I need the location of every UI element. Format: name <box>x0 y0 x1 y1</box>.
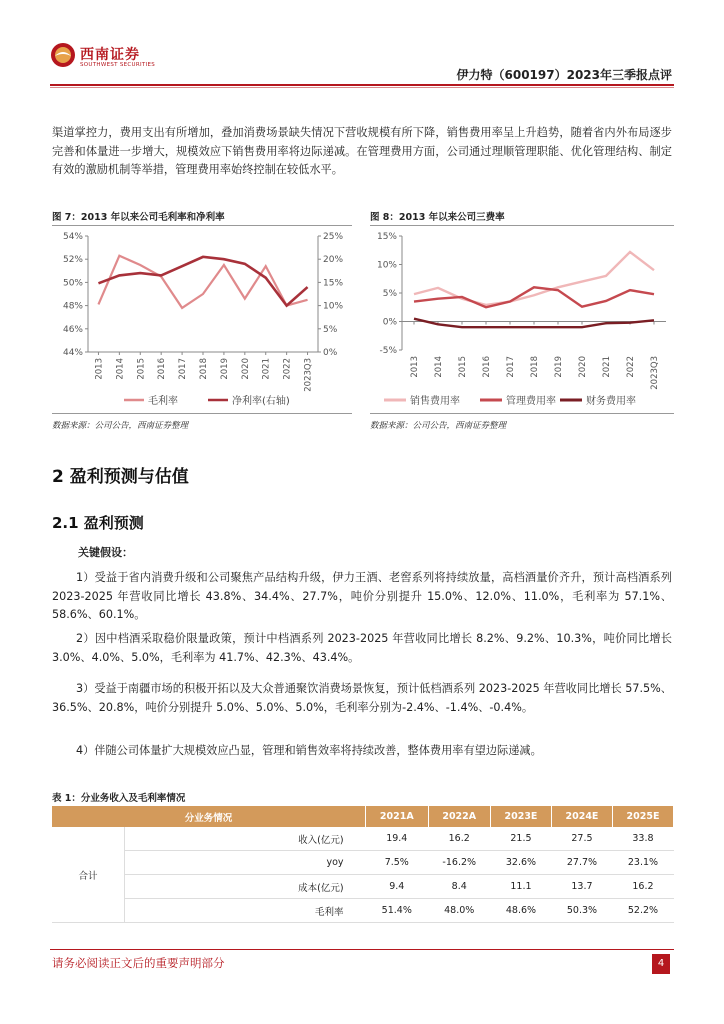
table-cell: 48.6% <box>490 899 551 923</box>
table-row <box>52 875 674 899</box>
section-heading: 2 盈利预测与估值 <box>52 467 189 487</box>
table-header-cell: 2022A <box>428 806 490 827</box>
x-tick-label: 2019 <box>219 358 230 380</box>
table-header-row <box>52 806 674 827</box>
left-tick-label: 54% <box>62 232 83 242</box>
table-row <box>52 827 674 851</box>
header-divider-thin <box>50 87 674 88</box>
key-assumptions-label: 关键假设： <box>78 546 133 559</box>
table-row-label: 收入(亿元) <box>125 827 366 851</box>
x-tick-label: 2014 <box>434 356 444 378</box>
x-tick-label: 2015 <box>136 358 147 380</box>
legend-label: 销售费用率 <box>410 396 460 407</box>
x-tick-label: 2015 <box>458 356 468 378</box>
table-cell: 51.4% <box>366 899 428 923</box>
table-cell: 27.7% <box>551 851 612 875</box>
table-header-cell: 2023E <box>490 806 551 827</box>
series-line-admin-expense-ratio <box>414 287 654 307</box>
table-cell: 16.2 <box>612 875 673 899</box>
x-tick-label: 2017 <box>178 358 189 380</box>
table-row-label: 成本(亿元) <box>125 875 366 899</box>
legend-label: 净利率(右轴) <box>232 396 290 407</box>
logo-text: 西南证券 <box>80 47 140 63</box>
table-cell: 8.4 <box>428 875 490 899</box>
intro-paragraph: 渠道掌控力，费用支出有所增加，叠加消费场景缺失情况下营收规模有所下降，销售费用率呈上升趋势，随着省内外布局逐步完善和体量进一步增大，规模效应下销售费用率将边际递减。在管理费用方面，公司通过理顺管理职能、优化管理结构、制定有效的激励机制等举措，管理费用率始终控制在较低水平。 <box>52 126 672 176</box>
series-line-net-margin <box>98 257 307 306</box>
table-cell: 21.5 <box>490 827 551 851</box>
x-tick-label: 2013 <box>94 358 105 380</box>
y-tick-label: 15% <box>376 232 397 242</box>
page-number: 4 <box>652 954 670 974</box>
table-cell: -16.2% <box>428 851 490 875</box>
logo-emblem-icon <box>50 42 76 68</box>
figure-8-bottom-rule <box>370 413 674 414</box>
assumption-1: 1）受益于省内消费升级和公司聚焦产品结构升级，伊力王酒、老窖系列将持续放量，高档酒量价齐升，预计高档酒系列 2023-2025 年营收同比增长 43.8%、34.4%、27.7%，吨价分别提升 15.0%、12.0%、11.0%，毛利率为 57.1%、58.6%、60.1%。 <box>52 571 672 621</box>
table-row-label: 毛利率 <box>125 899 366 923</box>
left-tick-label: 50% <box>62 278 83 289</box>
footer-divider <box>50 949 674 950</box>
y-tick-label: 0% <box>382 317 397 328</box>
figure-8-source: 数据来源：公司公告，西南证券整理 <box>370 421 507 431</box>
x-tick-label: 2022 <box>626 356 636 378</box>
table-cell: 23.1% <box>612 851 673 875</box>
x-tick-label: 2016 <box>482 356 492 378</box>
table-cell: 19.4 <box>366 827 428 851</box>
legend-label: 毛利率 <box>148 396 178 407</box>
right-tick-label: 5% <box>323 324 338 335</box>
x-tick-label: 2017 <box>506 356 516 378</box>
x-tick-label: 2018 <box>530 356 540 378</box>
table-cell: 16.2 <box>428 827 490 851</box>
x-tick-label: 2016 <box>157 358 168 380</box>
table-cell: 32.6% <box>490 851 551 875</box>
left-tick-label: 52% <box>62 255 83 266</box>
table-cell: 11.1 <box>490 875 551 899</box>
right-tick-label: 0% <box>323 348 338 358</box>
figure-8-caption: 图 8：2013 年以来公司三费率 <box>370 212 505 223</box>
x-tick-label: 2013 <box>410 356 420 378</box>
assumption-4: 4）伴随公司体量扩大规模效应凸显，管理和销售效率将持续改善，整体费用率有望边际递减。 <box>76 744 542 757</box>
y-tick-label: 5% <box>382 289 397 299</box>
right-tick-label: 20% <box>323 255 344 266</box>
company-logo <box>50 42 160 76</box>
assumption-2: 2）因中档酒采取稳价限量政策，预计中档酒系列 2023-2025 年营收同比增长 8.2%、9.2%、10.3%，吨价同比增长 3.0%、4.0%、5.0%，毛利率为 41.7%、42.3%、43.4%。 <box>52 632 672 664</box>
y-tick-label: 10% <box>376 260 397 271</box>
report-title: 伊力特（600197）2023年三季报点评 <box>456 68 672 82</box>
x-tick-label: 2014 <box>115 358 126 380</box>
left-tick-label: 46% <box>62 324 83 335</box>
figure-7-caption: 图 7：2013 年以来公司毛利率和净利率 <box>52 212 225 223</box>
table-cell: 13.7 <box>551 875 612 899</box>
x-tick-label: 2023Q3 <box>303 358 314 392</box>
legend-label: 管理费用率 <box>506 396 556 407</box>
segment-revenue-table <box>52 806 674 923</box>
table-cell: 33.8 <box>612 827 673 851</box>
table-cell: 50.3% <box>551 899 612 923</box>
legend-label: 财务费用率 <box>586 396 636 407</box>
table-header-cell: 分业务情况 <box>52 806 366 827</box>
table-group-label: 合计 <box>52 827 125 923</box>
table-cell: 52.2% <box>612 899 673 923</box>
table-row-label: yoy <box>125 851 366 875</box>
figure-7-source: 数据来源：公司公告，西南证券整理 <box>52 421 189 431</box>
table-cell: 27.5 <box>551 827 612 851</box>
logo-english-text: SOUTHWEST SECURITIES <box>80 62 156 68</box>
table-cell: 7.5% <box>366 851 428 875</box>
x-tick-label: 2020 <box>240 358 251 380</box>
figure-7-bottom-rule <box>52 413 352 414</box>
y-tick-label: -5% <box>379 346 397 356</box>
right-tick-label: 10% <box>323 301 344 312</box>
right-tick-label: 25% <box>323 232 344 242</box>
expense-ratio-chart <box>370 228 674 410</box>
table-cell: 9.4 <box>366 875 428 899</box>
table-caption: 表 1：分业务收入及毛利率情况 <box>52 793 186 804</box>
x-tick-label: 2021 <box>261 358 272 380</box>
table-row <box>52 851 674 875</box>
x-tick-label: 2018 <box>199 358 209 380</box>
table-header-cell: 2025E <box>612 806 673 827</box>
x-tick-label: 2019 <box>554 356 564 378</box>
table-header-cell: 2024E <box>551 806 612 827</box>
left-tick-label: 44% <box>62 348 83 358</box>
gross-net-margin-chart <box>52 228 352 410</box>
left-tick-label: 48% <box>62 301 83 312</box>
subsection-heading: 2.1 盈利预测 <box>52 514 144 532</box>
table-header-cell: 2021A <box>366 806 428 827</box>
footer-disclaimer: 请务必阅读正文后的重要声明部分 <box>52 956 225 970</box>
header-divider <box>50 84 674 86</box>
right-tick-label: 15% <box>323 278 344 289</box>
table-cell: 48.0% <box>428 899 490 923</box>
x-tick-label: 2022 <box>282 358 293 380</box>
x-tick-label: 2023Q3 <box>650 356 660 390</box>
assumption-3: 3）受益于南疆市场的积极开拓以及大众普通聚饮消费场景恢复，预计低档酒系列 2023-2025 年营收同比增长 57.5%、36.5%、20.8%，吨价分别提升 5.0%、5.0%、5.0%，毛利率分别为-2.4%、-1.4%、-0.4%。 <box>52 682 672 714</box>
table-row <box>52 899 674 923</box>
x-tick-label: 2021 <box>602 356 612 378</box>
figure-7-rule <box>52 225 352 226</box>
x-tick-label: 2020 <box>578 356 588 378</box>
series-line-gross-margin <box>98 256 307 308</box>
figure-8-rule <box>370 225 674 226</box>
